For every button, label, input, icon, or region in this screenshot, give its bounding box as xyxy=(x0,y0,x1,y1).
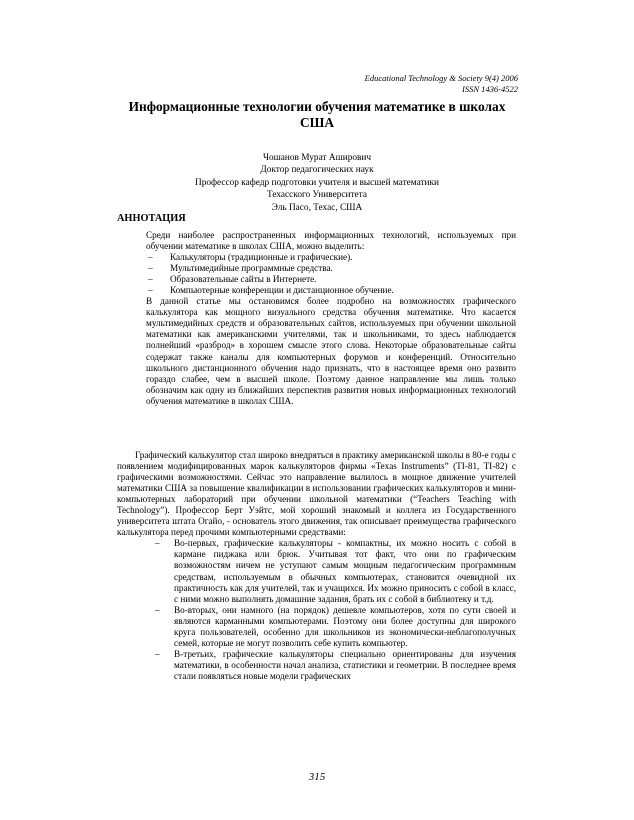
author-name: Чошанов Мурат Аширович xyxy=(262,153,372,163)
advantages-list-item: – В-третьих, графические калькуляторы специально ориентированы для изучения математики, в особенности начал анализа, статистики и геометрии. В последнее время стали появляться новые модели графических xyxy=(117,649,516,682)
body-paragraph: Графический калькулятор стал широко внедряться в практику американской школы в 80-е годы с появлением модифицированных марок калькуляторов фирмы «Texas Instruments” (TI-81, TI-82) с графическими возможностями. Сейчас это направление вылилось в мощное движение учителей математики США за повышение квалификации в использовании графических калькуляторов и мини-компьютерных лабораторий при обучении школьной математики (“Teachers Teaching with Technology”). Профессор Берт Уэйтс, мой хороший знакомый и коллега из Государственного университета штата Огайо, - основатель этого движения, так описывает преимущества графического калькулятора перед прочими компьютерными средствами: xyxy=(117,450,517,538)
abstract-list-item: – Образовательные сайты в Интернете. xyxy=(146,274,516,285)
journal-issn: ISSN 1436-4522 xyxy=(462,84,518,94)
author-block xyxy=(120,152,514,214)
advantages-list-item: – Во-вторых, они намного (на порядок) дешевле компьютеров, хотя по сути своей и являются карманными компьютерами. Поэтому они более доступны для широкого круга пользователей, особенно для школьников из экономически-неблагополучных семей, которые не могут позволить себе купить компьютер. xyxy=(117,605,516,649)
abstract-list-item: – Калькуляторы (традиционные и графические). xyxy=(146,252,516,263)
advantages-list-item: – Во-первых, графические калькуляторы - компактны, их можно носить с собой в кармане пиджака или брюк. Учитывая тот факт, что они по графическим возможностям ничем не уступают самым мощным педагогическим программным средствам, используемым в обычных компьютерах, становится очевидной их практичность как для учителей, так и учащихся. Их можно приносить с собой в класс, с ними можно выполнять домашние задания, брать их с собой в библиотеку и т.д. xyxy=(117,538,516,604)
abstract xyxy=(146,230,516,407)
author-location: Эль Пасо, Техас, США xyxy=(271,202,363,213)
author-university: Техасского Университета xyxy=(267,190,367,201)
paper-title: Информационные технологии обучения математике в школах США xyxy=(128,99,506,130)
abstract-list-item: – Мультимедийные программные средства. xyxy=(146,263,516,274)
author-position: Профессор кафедр подготовки учителя и высшей математики xyxy=(195,177,439,188)
body-text xyxy=(117,450,516,682)
page-number: 315 xyxy=(308,771,326,783)
journal-citation: Educational Technology & Society 9(4) 2006 xyxy=(364,73,518,83)
author-degree: Доктор педагогических наук xyxy=(260,165,374,176)
abstract-text: В данной статье мы остановимся более подробно на возможностях графического калькулятора как мощного визуального средства обучения математике. Что касается мультимедийных средств и образовательных сайтов, используемых при обучении школьной математики как американскими учителями, так и школьниками, то здесь наблюдается полнейший «разброд» в хорошем смысле этого слова. Некоторые образовательные сайты содержат также каналы для компьютерных форумов и конференций. Относительно школьного дистанционного обучения надо признать, что в настоящее время оно развито гораздо слабее, чем в высшей школе. Поэтому данное направление мы лишь только обозначим как одну из ближайших перспектив развития новых информационных технологий обучения математике в школах США. xyxy=(146,296,516,406)
abstract-list xyxy=(146,252,516,296)
abstract-list-item: – Компьютерные конференции и дистанционное обучение. xyxy=(146,285,516,296)
abstract-heading: АННОТАЦИЯ xyxy=(117,213,186,224)
abstract-intro: Среди наиболее распространенных информационных технологий, используемых при обучении математике в школах США, можно выделить: xyxy=(146,230,516,252)
advantages-list xyxy=(117,538,516,682)
journal-header xyxy=(365,73,518,95)
